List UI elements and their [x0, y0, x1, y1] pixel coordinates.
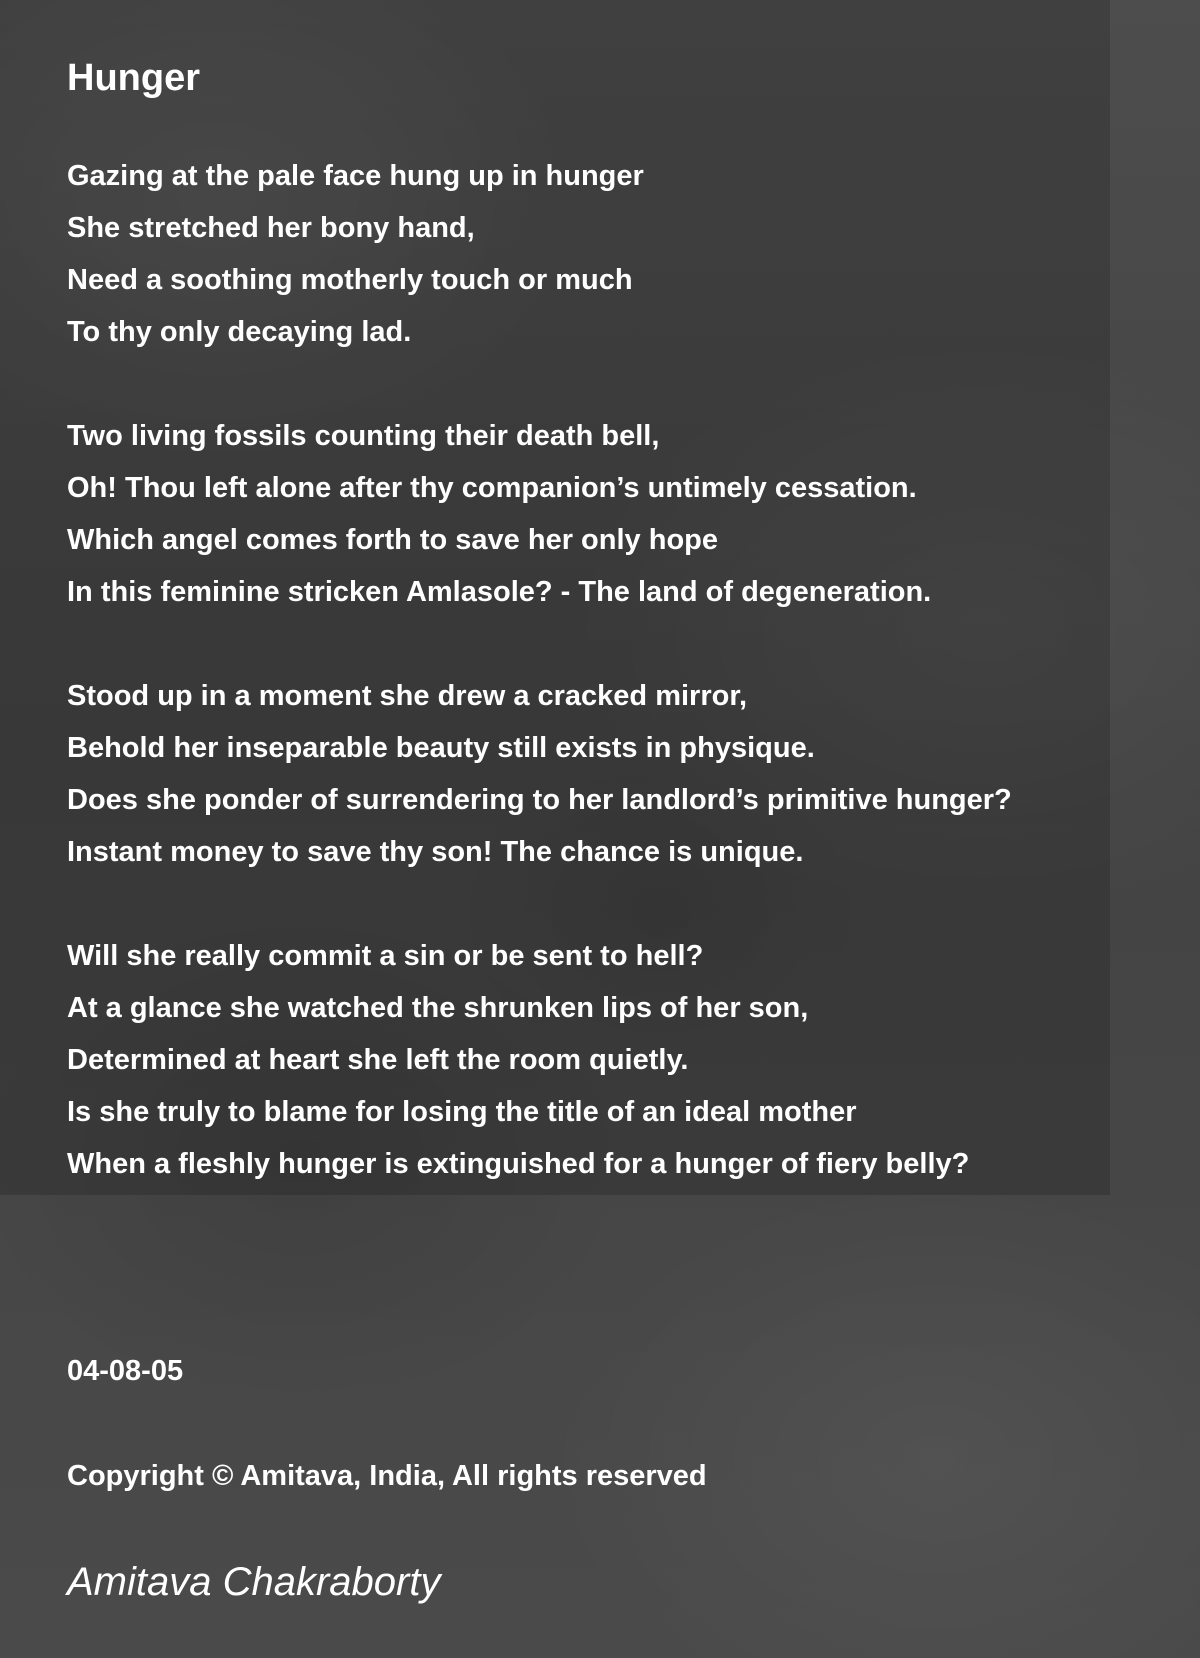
poem-line: Will she really commit a sin or be sent to hell? [67, 940, 704, 972]
stanza-2 [67, 410, 931, 618]
poem-line: Oh! Thou left alone after thy companion’s untimely cessation. [67, 472, 917, 504]
poem-line: Instant money to save thy son! The chance is unique. [67, 836, 804, 868]
stanza-4 [67, 930, 969, 1190]
poem-title: Hunger [67, 57, 200, 99]
poem-line: Gazing at the pale face hung up in hunger [67, 160, 644, 192]
poem-line: Two living fossils counting their death bell, [67, 420, 660, 452]
author-name: Amitava Chakraborty [67, 1560, 441, 1604]
poem-line: Does she ponder of surrendering to her landlord’s primitive hunger? [67, 784, 1012, 816]
poem-line: Need a soothing motherly touch or much [67, 264, 633, 296]
poem-line: She stretched her bony hand, [67, 212, 475, 244]
poem-date: 04-08-05 [67, 1355, 184, 1387]
stanza-3 [67, 670, 1012, 878]
poem-line: Behold her inseparable beauty still exists in physique. [67, 732, 815, 764]
poem-line: Is she truly to blame for losing the title of an ideal mother [67, 1096, 857, 1128]
poem-line: At a glance she watched the shrunken lips of her son, [67, 992, 809, 1024]
stanza-1 [67, 150, 644, 358]
copyright-notice: Copyright © Amitava, India, All rights reserved [67, 1460, 707, 1492]
poem-line: To thy only decaying lad. [67, 316, 412, 348]
poem-line: In this feminine stricken Amlasole? - The land of degeneration. [67, 576, 932, 608]
poem-line: When a fleshly hunger is extinguished for a hunger of fiery belly? [67, 1148, 970, 1180]
poem-line: Stood up in a moment she drew a cracked mirror, [67, 680, 748, 712]
poem-line: Which angel comes forth to save her only hope [67, 524, 718, 556]
poem-line: Determined at heart she left the room quietly. [67, 1044, 689, 1076]
